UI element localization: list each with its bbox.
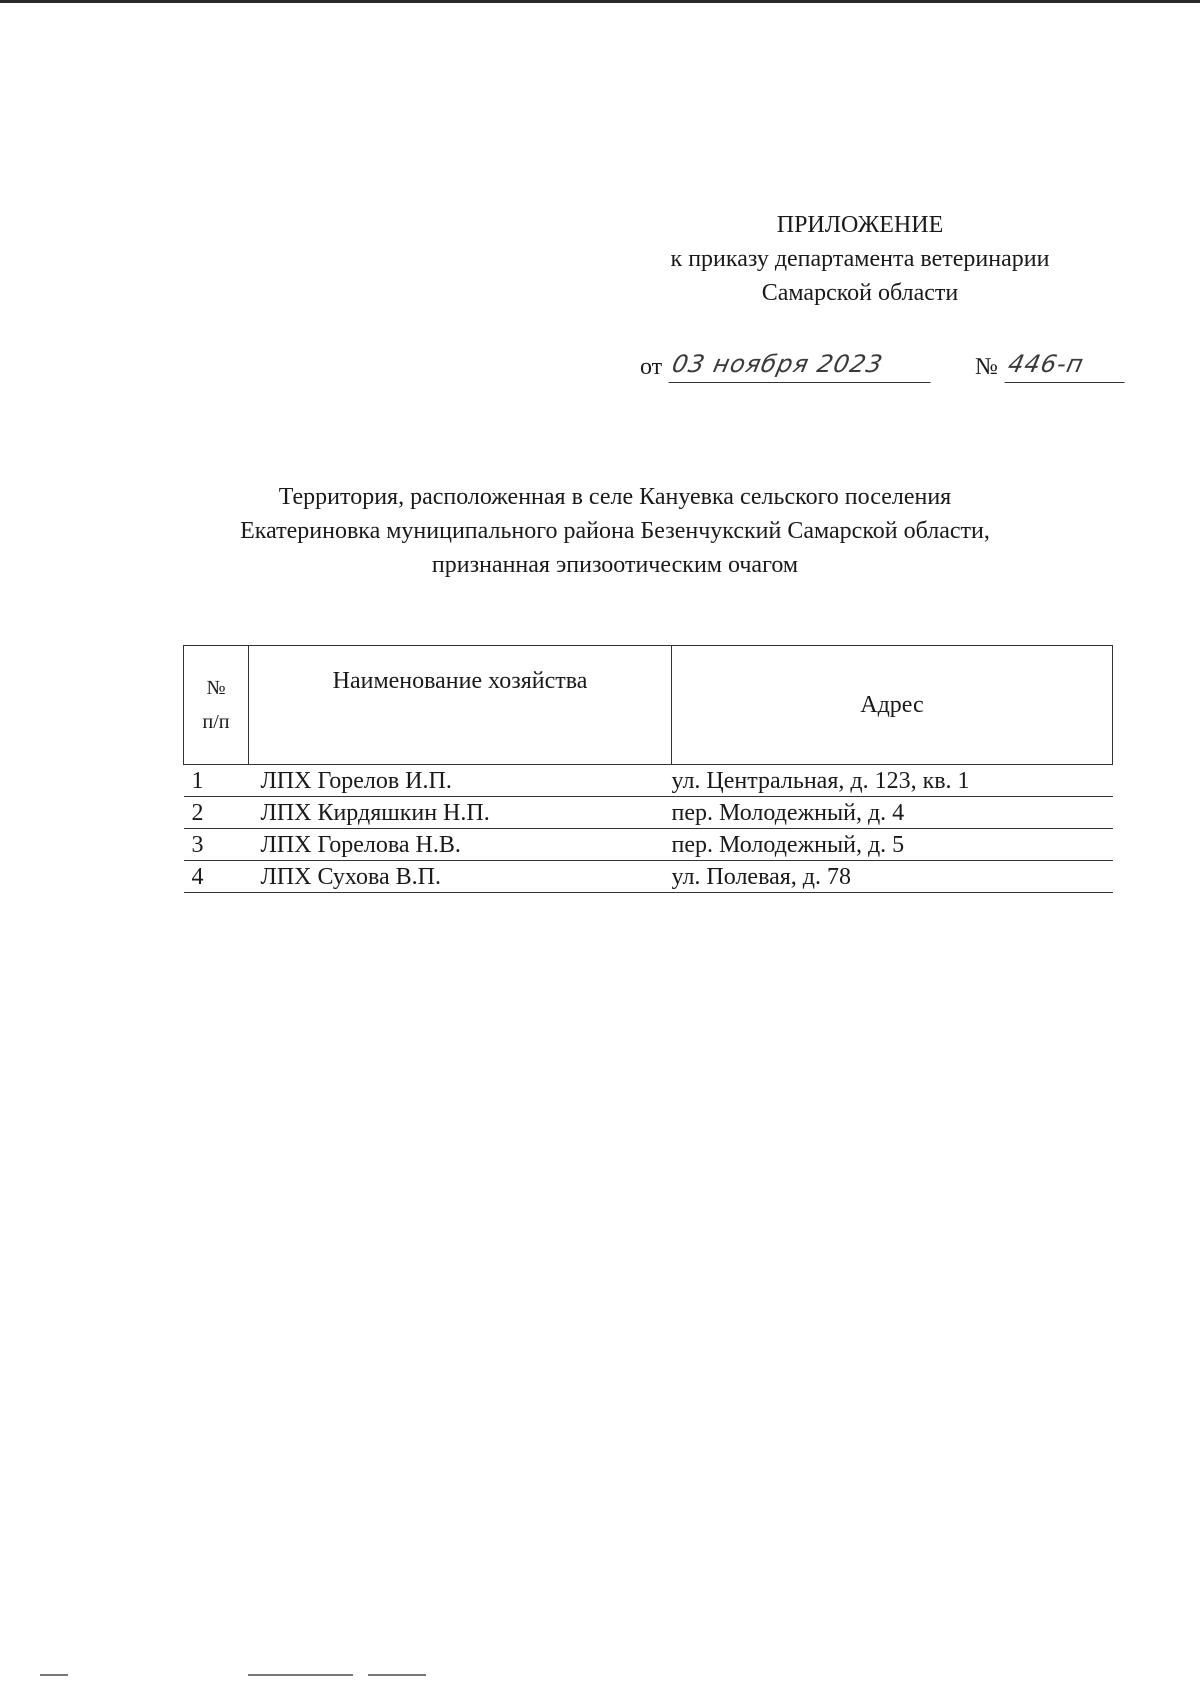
table-row bbox=[184, 765, 1113, 797]
row-number: 1 bbox=[184, 765, 249, 797]
row-address: ул. Полевая, д. 78 bbox=[672, 861, 1113, 893]
header-address: Адрес bbox=[672, 646, 1113, 765]
row-farm-name: ЛПХ Горелов И.П. bbox=[249, 765, 672, 797]
header-number-abbrev: п/п bbox=[202, 711, 230, 733]
row-number: 2 bbox=[184, 797, 249, 829]
heading-line-1: Территория, расположенная в селе Кануевка сельского поселения bbox=[278, 484, 952, 510]
row-number: 3 bbox=[184, 829, 249, 861]
row-farm-name: ЛПХ Сухова В.П. bbox=[249, 861, 672, 893]
row-farm-name: ЛПХ Кирдяшкин Н.П. bbox=[249, 797, 672, 829]
header-farm-name: Наименование хозяйства bbox=[249, 646, 672, 765]
order-number-label: № bbox=[975, 354, 998, 380]
top-border-line bbox=[0, 0, 1200, 3]
appendix-line-2: Самарской области bbox=[761, 280, 959, 306]
row-address: пер. Молодежный, д. 4 bbox=[672, 797, 1113, 829]
row-farm-name: ЛПХ Горелова Н.В. bbox=[249, 829, 672, 861]
row-address: пер. Молодежный, д. 5 bbox=[672, 829, 1113, 861]
order-date-number-line bbox=[640, 350, 1130, 390]
header-number-symbol: № bbox=[206, 677, 226, 699]
scan-artifact-mark bbox=[248, 1674, 353, 1676]
farms-table bbox=[183, 645, 1113, 893]
appendix-header bbox=[600, 208, 1120, 310]
table-row bbox=[184, 797, 1113, 829]
document-heading bbox=[200, 480, 1030, 582]
heading-line-2: Екатериновка муниципального района Безенчукский Самарской области, bbox=[240, 518, 990, 544]
table-header-row bbox=[184, 646, 1113, 765]
scan-artifact-mark bbox=[368, 1674, 426, 1676]
appendix-title: ПРИЛОЖЕНИЕ bbox=[776, 212, 944, 238]
heading-line-3: признанная эпизоотическим очагом bbox=[431, 552, 799, 578]
row-number: 4 bbox=[184, 861, 249, 893]
scan-artifact-mark bbox=[40, 1674, 68, 1676]
order-number-handwritten: 446-п bbox=[1004, 350, 1131, 383]
order-date-handwritten: 03 ноября 2023 bbox=[668, 350, 937, 383]
appendix-line-1: к приказу департамента ветеринарии bbox=[670, 246, 1050, 272]
order-from-label: от bbox=[640, 354, 663, 380]
table-row bbox=[184, 829, 1113, 861]
row-address: ул. Центральная, д. 123, кв. 1 bbox=[672, 765, 1113, 797]
header-number bbox=[184, 646, 249, 765]
table-row bbox=[184, 861, 1113, 893]
